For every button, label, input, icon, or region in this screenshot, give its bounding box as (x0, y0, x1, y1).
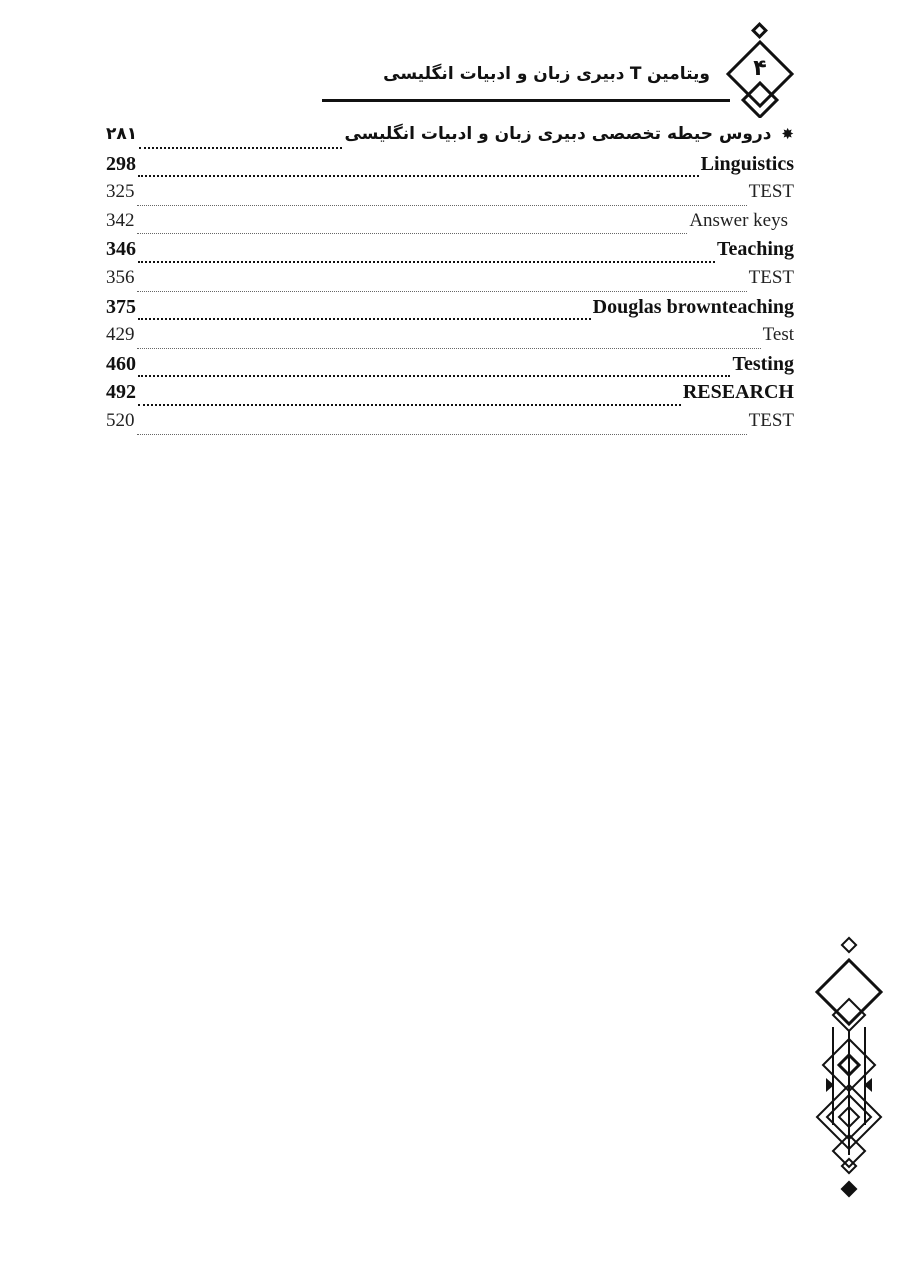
toc-row-test (106, 267, 794, 296)
toc-page-number: 460 (106, 352, 136, 375)
header-rule (322, 99, 730, 102)
dot-leader (139, 133, 342, 149)
dot-leader (137, 420, 747, 435)
toc-entry-title: TEST (748, 181, 794, 203)
toc-page-number: 492 (106, 381, 136, 404)
toc-page-number: 342 (106, 209, 135, 231)
toc-section-page: ۲۸۱ (106, 124, 138, 144)
dot-leader (138, 304, 591, 320)
toc-page-number: 520 (106, 409, 135, 431)
dot-leader (138, 361, 730, 377)
dot-leader (137, 191, 747, 206)
toc-page-number: 325 (106, 181, 135, 203)
table-of-contents (106, 124, 794, 439)
toc-row-research (106, 381, 794, 410)
toc-page-number: 429 (106, 324, 135, 346)
toc-page-number: 375 (106, 295, 136, 318)
toc-section-label: دروس حیطه تخصصی دبیری زبان و ادبیات انگلیسی (344, 124, 772, 144)
toc-page-number: 298 (106, 152, 136, 175)
toc-page-number: 356 (106, 266, 135, 288)
toc-row-teaching (106, 238, 794, 267)
toc-row-answer-keys (106, 210, 794, 239)
dot-leader (138, 161, 699, 177)
page-number: ۴ (753, 56, 767, 81)
toc-entry-title: Douglas brownteaching (592, 295, 794, 318)
toc-section-title (344, 124, 794, 144)
dot-leader (137, 334, 761, 349)
toc-row-linguistics (106, 153, 794, 182)
toc-entry-title: Testing (732, 352, 794, 375)
bullet-icon: ✸ (781, 125, 794, 143)
dot-leader (137, 277, 747, 292)
running-header-title: ویتامین T دبیری زبان و ادبیات انگلیسی (383, 64, 710, 84)
toc-entry-title: Test (762, 324, 794, 346)
toc-entry-title: Linguistics (700, 152, 794, 175)
toc-entry-title: Teaching (716, 238, 794, 261)
geometric-ornament-icon (808, 935, 892, 1205)
toc-section-row (106, 124, 794, 153)
toc-row-douglas-brown (106, 296, 794, 325)
toc-page-number: 346 (106, 238, 136, 261)
toc-row-test (106, 181, 794, 210)
toc-row-test (106, 324, 794, 353)
dot-leader (137, 219, 688, 234)
toc-row-testing (106, 353, 794, 382)
dot-leader (138, 390, 681, 406)
toc-entry-title: TEST (748, 409, 794, 431)
toc-entry-title: TEST (748, 266, 794, 288)
toc-row-test (106, 410, 794, 439)
toc-entry-title: Answer keys (689, 209, 788, 231)
dot-leader (138, 247, 715, 263)
toc-entry-title: RESEARCH (682, 381, 794, 404)
